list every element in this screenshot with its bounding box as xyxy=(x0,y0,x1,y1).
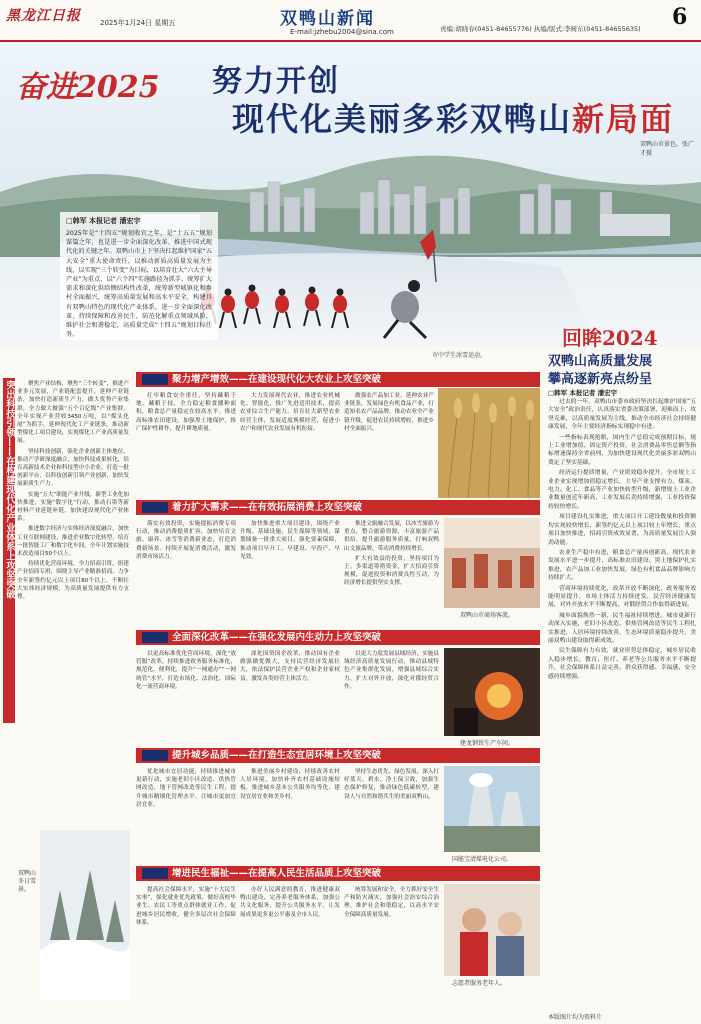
section-paragraph: 大力发展现代农业，推进农业机械化、智能化，推广先进适用技术，提高农业综合生产能力。培育壮大新型农业经营主体，发展适度规模经营，促进小农户和现代农业发展有机衔接。 xyxy=(240,393,340,432)
side-column-body xyxy=(17,380,129,603)
section-consumption-col3 xyxy=(344,520,439,590)
shopping-mall-photo xyxy=(444,518,540,608)
side-photo-caption: 双鸭山冬日雪景。 xyxy=(18,870,37,893)
section-agriculture-col3 xyxy=(344,392,434,435)
review-subtitle-2: 攀高逐新亮点纷呈 xyxy=(548,372,653,387)
review-column xyxy=(548,398,696,683)
section-title-welfare: 增进民生福祉——在提高人民生活品质上攻坚突破 xyxy=(172,868,382,879)
review-paragraph: 经济运行提质增量，产业质效稳步提升。全市规上工业企业实现增加值稳定增长，主导产业支撑有力，煤炭、电力、化工、食品等产业加快转型升级，新增规上工业企业数量创近年新高，工业发展后劲持续增强，工业投资保持较快增长。 xyxy=(548,470,696,510)
review-paragraph: 一些指标表现抢眼，国内生产总值完成预期目标，规上工业增加值、固定资产投资、社会消费品零售总额等指标增速保持全省前列，为加快建设现代化美丽多彩双鸭山奠定了坚实基础。 xyxy=(548,434,696,466)
lead-text: 2025年是“十四五”规划收官之年，是“十五五”规划谋篇之年，也是进一步全面深化改革、推进中国式现代化的关键之年。双鸭山市上下坚决扛起维护国家“五大安全”重大使命责任，以推动新质高质量发展为主线，以实现“三个转变”为目标，以培育壮大“六大主导产业”为重点，以“六个四”实施路径为抓手，统筹扩大需求和深化供给侧结构性改革，统筹新型城镇化和乡村全面振兴，统筹高质量发展和高水平安全，构建具有双鸭山特色的现代化产业体系，进一步全面深化改革，持续保障和改善民生，防范化解重点领域风险，维护社会和谐稳定，高质量完成“十四五”规划目标任务。 xyxy=(66,230,212,339)
mall-photo-caption: 双鸭山市商场客流。 xyxy=(460,612,515,619)
section-title-consumption: 着力扩大需求——在有效拓展消费上攻坚突破 xyxy=(172,502,363,513)
section-title-urban: 提升城乡品质——在打造生态宜居环境上攻坚突破 xyxy=(172,750,382,761)
section-paragraph: 扩大有效益的投资，坚持项目为王，多渠道筹措资金，扩大招商引资规模，促进投资和消费良性互动，为经济增长提供坚实支撑。 xyxy=(344,555,439,587)
section-paragraph: 做强农产品加工业，延伸农业产业链条，发展绿色有机食品产业，打造知名农产品品牌，推动农业全产业链升级，促进农民持续增收，推进乡村全面振兴。 xyxy=(344,393,434,432)
issue-date: 2025年1月24日 星期五 xyxy=(100,19,176,27)
section-agriculture-col2 xyxy=(240,392,340,435)
review-paragraph: 营商环境持续优化，改革开放不断深化，政务服务效能明显提升，市场主体活力持续迸发，民营经济健康发展，对外开放水平不断提高，对俄经贸合作取得新进展。 xyxy=(548,585,696,609)
section-consumption-col2 xyxy=(240,520,340,563)
banner-photo-credit: 双鸭山市景色。张广才摄 xyxy=(640,141,695,157)
masthead xyxy=(0,0,701,42)
section-paragraph: 以更高标准优化营商环境，深化“放管服”改革，持续推进政务服务标准化、规范化、便利化，提升“一网通办”“一网统管”水平，打造市场化、法治化、国际化一流营商环境。 xyxy=(136,651,236,690)
lead-byline: □韩军 本报记者 潘宏宇 xyxy=(66,217,141,225)
section-bar-urban xyxy=(136,748,540,763)
section-paragraph: 优化城市宜居功能，持续推进城市更新行动，实施老旧小区改造、供热管网改造、地下管网改造等民生工程，提升城市精细化管理水平，让城市更加宜居宜业。 xyxy=(136,769,236,808)
side-column-title: 突出科技引领——在构建现代化产业体系上攻坚突破 xyxy=(4,380,15,599)
side-paragraph: 持续优化营商环境，全力招商引资，组建产业招商专班，围绕主导产业精准招商，力争全年新签约亿元以上项目80个以上，不断壮大实体经济规模，为高质量发展提供有力支撑。 xyxy=(17,561,129,601)
review-paragraph: 过去的一年，双鸭山市委市政府坚决扛起维护国家“五大安全”政治责任，认真落实省委决策部署，迎难而上、攻坚克难，以高质量发展为主线，推动全市经济社会持续健康发展，全年主要经济指标实现稳中有进。 xyxy=(548,399,696,431)
headline-line1: 努力开创 xyxy=(212,64,340,99)
section-bar-reform xyxy=(136,630,540,645)
side-paragraph: 聚焦产业结构，聚焦“三个转变”，推进产业多元发展，产业链配套提升，延伸产业链条，加快打造新质生产力。做大优势产业集群，全力做大做强“五个百亿级”产业集群。全年实现产业营收3450万吨，以“煤头化尾”为抓手，延伸现代化工产业链条，推动新型煤化工项目建设，实现煤化工产业高质量发展。 xyxy=(17,381,129,445)
photo-source-note: 本版图片均为资料片 xyxy=(548,1014,603,1021)
headline-line2-main: 现代化美丽多彩双鸭山 xyxy=(232,100,573,138)
review-paragraph: 农业生产稳中有进，粮食总产量再创新高，现代农业发展水平进一步提升，高标准农田建设、黑土地保护扎实推进，农产品加工业加快发展，绿色有机食品品牌影响力持续扩大。 xyxy=(548,549,696,582)
side-paragraph: 坚持科技创新，强化企业创新主体地位，推动产学研深度融合，加快科技成果转化，培育高新技术企业和科技型中小企业，打造一批创新平台，以科技创新引领产业创新，加快发展新质生产力。 xyxy=(17,448,129,488)
section-paragraph: 提高社会保障水平，实施“十大民生实事”，强化就业优先政策，做好高校毕业生、农民工等重点群体就业工作，促进城乡居民增收，健全多层次社会保障体系。 xyxy=(136,887,236,926)
section-bar-agriculture xyxy=(136,372,540,387)
wheat-field-photo xyxy=(438,388,540,498)
section-bar-welfare xyxy=(136,866,540,881)
section-paragraph: 以更大力度发展县域经济，实施县域经济高质量发展行动，推动县域特色产业集群化发展，增强县域综合实力，扩大对外开放，深化对俄经贸合作。 xyxy=(344,651,439,690)
volunteer-photo xyxy=(444,884,540,976)
power-plant-caption: 国能宝清煤电化公司。 xyxy=(452,856,513,863)
editor-credits: 责编:胡晓春(0451-84655776) 执编/版式:李树东(0451-84655635) xyxy=(440,25,641,33)
skate-photo-caption: 市中学生冰雪运动。 xyxy=(432,352,487,359)
section-agriculture-col1 xyxy=(136,392,236,435)
headline-prefix: 奋进2025 xyxy=(16,70,160,105)
snow-scene-photo xyxy=(40,830,130,1000)
section-paragraph: 办好人民满意的教育，推进健康双鸭山建设，完善养老服务体系，加强公共文化服务，提升公共服务水平，让发展成果更多更公平惠及全市人民。 xyxy=(240,887,340,918)
section-reform-col3 xyxy=(344,650,439,693)
section-bar-consumption xyxy=(136,500,540,515)
section-paragraph: 推进文旅融合发展，以冰雪旅游为重点，整合旅游资源，丰富旅游产品供给，提升旅游服务质量，打响双鸭山文旅品牌，带动消费持续增长。 xyxy=(344,521,439,552)
review-subtitle-1: 双鸭山高质量发展 xyxy=(548,354,653,369)
page-number: 6 xyxy=(672,4,688,30)
section-paragraph: 坚持生态优先、绿色发展，深入打好蓝天、碧水、净土保卫战，加强生态保护修复，推动绿色低碳转型，建设人与自然和谐共生的美丽双鸭山。 xyxy=(344,769,439,800)
section-welfare-col2 xyxy=(240,886,340,921)
steel-photo-caption: 建龙钢铁生产车间。 xyxy=(460,740,515,747)
section-reform-col2 xyxy=(240,650,340,685)
section-urban-col2 xyxy=(240,768,340,803)
section-welfare-col3 xyxy=(344,886,439,921)
steel-workshop-photo xyxy=(444,648,540,736)
section-consumption-col1 xyxy=(136,520,236,563)
review-paragraph: 民生保障有力有效，就业形势总体稳定，城乡居民收入稳步增长，教育、医疗、养老等公共服务水平不断提升，社会保障体系日益完善，群众获得感、幸福感、安全感持续增强。 xyxy=(548,648,696,680)
side-paragraph: 实施“五大”职能产业升级，新型工业化加快推进，实施“数字化”行动，推动石墨等新材料产业延链补链，加快建设现代化产业体系。 xyxy=(17,491,129,523)
volunteer-caption: 志愿者服务老年人。 xyxy=(452,980,507,987)
section-urban-col1 xyxy=(136,768,236,811)
section-paragraph: 深化国资国企改革，推动国有企业做强做优做大，支持民营经济发展壮大，依法保护民营企业产权和企业家权益，激发各类经营主体活力。 xyxy=(240,651,340,682)
section-paragraph: 扛牢粮食安全重任，坚持藏粮于地、藏粮于技，全力稳定粮食播种面积，粮食总产量稳定在较高水平。推进高标准农田建设，加强黑土地保护，推广保护性耕作，提升耕地质量。 xyxy=(136,393,236,432)
section-email: E-mail:jzhebu2004@sina.com xyxy=(290,28,394,36)
review-label: 回眸2024 xyxy=(562,326,658,350)
section-reform-col1 xyxy=(136,650,236,693)
section-paragraph: 加快推进重大项目建设，围绕产业升级、基础设施、民生保障等领域，谋划储备一批重大项目，强化要素保障，推动项目早开工、早建设、早投产、早见效。 xyxy=(240,521,340,560)
section-paragraph: 推进美丽乡村建设，持续改善农村人居环境，加快补齐农村基础设施短板，推进城乡基本公共服务均等化，建设宜居宜业和美乡村。 xyxy=(240,769,340,800)
section-title: 双鸭山新闻 xyxy=(280,9,375,29)
section-title-agriculture: 聚力增产增效——在建设现代化大农业上攻坚突破 xyxy=(172,374,382,385)
side-paragraph: 推进数字经济与实体经济深度融合，加快工业互联网建设，推进企业数字化转型，培育一批智能工厂和数字化车间，全年计划实施技术改造项目50个以上。 xyxy=(17,526,129,558)
section-welfare-col1 xyxy=(136,886,236,929)
power-plant-photo xyxy=(444,766,540,852)
headline-line2-red: 新局面 xyxy=(572,100,675,138)
section-urban-col3 xyxy=(344,768,439,803)
paper-name: 黑龙江日报 xyxy=(6,8,81,24)
headline-line2 xyxy=(232,94,674,140)
section-paragraph: 统筹发展和安全，全力抓好安全生产和防灾减灾，加强社会治安综合治理，维护社会和谐稳定，以高水平安全保障高质量发展。 xyxy=(344,887,439,918)
section-title-reform: 全面深化改革——在强化发展内生动力上攻坚突破 xyxy=(172,632,382,643)
section-paragraph: 落实有效投资，实施提振消费专项行动，推动消费提质扩容，加快培育文旅、康养、冰雪等消费新业态，打造消费新场景。持续开展促消费活动，激发消费市场活力。 xyxy=(136,521,236,560)
lead-box xyxy=(60,212,218,340)
review-paragraph: 项目建设扎实推进，重大项目开工建设数量和投资额均实现较快增长，新签约亿元以上项目较上年增长，重点项目加快推进，招商引资成效显著，为高质量发展注入强劲动能。 xyxy=(548,514,696,546)
review-paragraph: 城乡面貌焕然一新，民生福祉持续增进。城市更新行动深入实施，老旧小区改造、供热管网改造等民生工程扎实推进，人居环境持续改善，生态环境质量稳步提升，美丽双鸭山建设取得新成效。 xyxy=(548,612,696,644)
review-byline: □韩军 本报记者 潘宏宇 xyxy=(548,389,618,397)
